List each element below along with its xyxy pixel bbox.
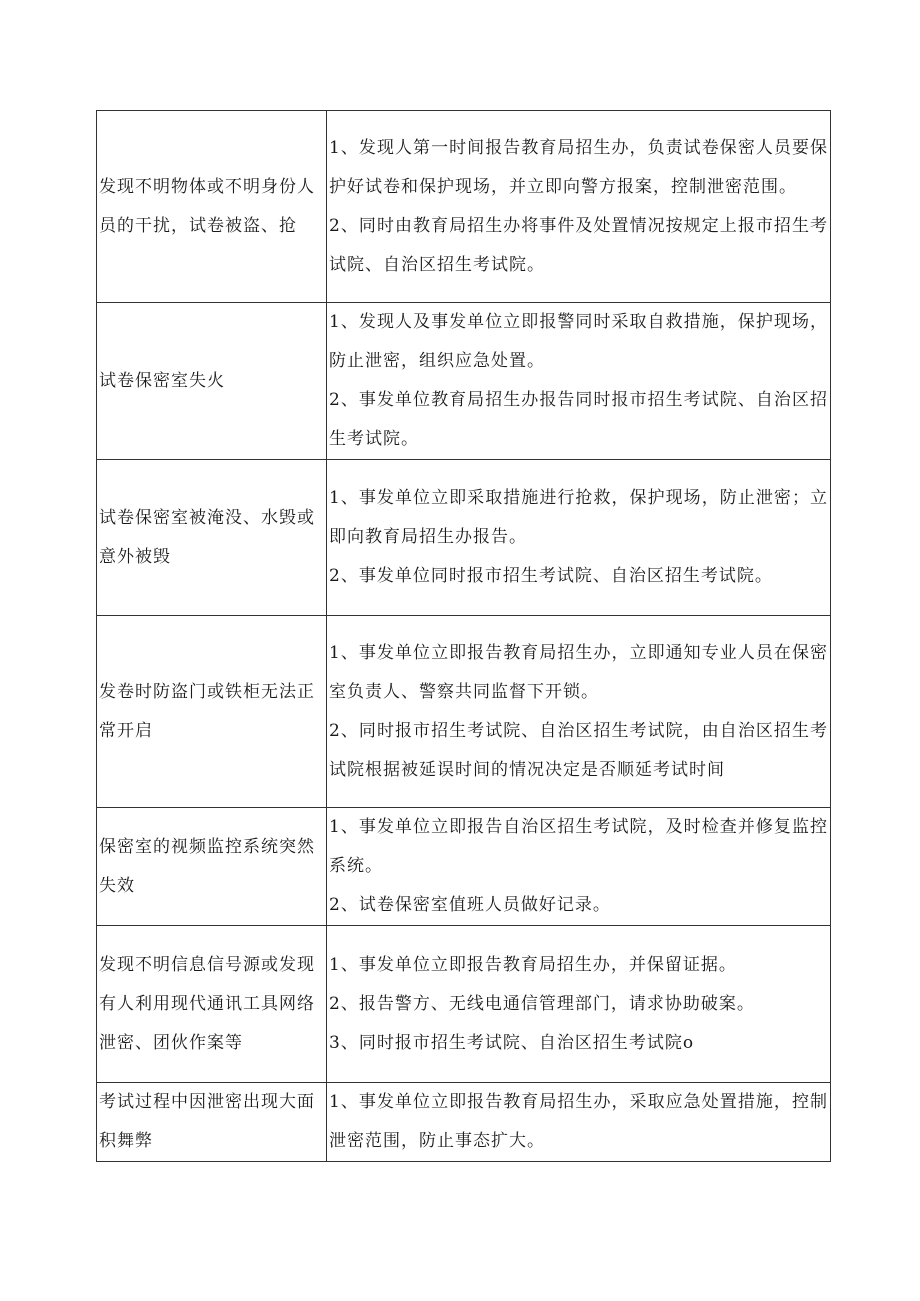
incident-cell: 发现不明物体或不明身份人员的干扰，试卷被盗、抢	[97, 111, 327, 303]
table-row	[97, 808, 831, 926]
measures-cell	[327, 926, 831, 1083]
measure-item: 1、事发单位立即报告教育局招生办，采取应急处置措施，控制泄密范围，防止事态扩大。	[329, 1092, 828, 1151]
emergency-response-table	[96, 110, 831, 1162]
table-row	[97, 616, 831, 808]
measure-item: 2、事发单位教育局招生办报告同时报市招生考试院、自治区招生考试院。	[329, 390, 828, 449]
measure-item: 2、同时报市招生考试院、自治区招生考试院，由自治区招生考试院根据被延误时间的情况决定是否顺延考试时间	[329, 720, 828, 780]
measure-item: 2、报告警方、无线电通信管理部门，请求协助破案。	[329, 993, 755, 1014]
table-row	[97, 1083, 831, 1162]
measure-item: 1、事发单位立即采取措施进行抢救，保护现场，防止泄密；立即向教育局招生办报告。	[329, 488, 828, 547]
incident-cell: 发现不明信息信号源或发现有人利用现代通讯工具网络泄密、团伙作案等	[97, 926, 327, 1083]
incident-cell: 发卷时防盗门或铁柜无法正常开启	[97, 616, 327, 808]
measure-item: 1、发现人及事发单位立即报警同时采取自救措施，保护现场，防止泄密，组织应急处置。	[329, 312, 828, 371]
measure-item: 2、同时由教育局招生办将事件及处置情况按规定上报市招生考试院、自治区招生考试院。	[329, 215, 828, 275]
table-row	[97, 303, 831, 460]
measures-cell	[327, 616, 831, 808]
table-row	[97, 926, 831, 1083]
measure-item: 3、同时报市招生考试院、自治区招生考试院o	[329, 1032, 695, 1053]
measures-cell	[327, 1083, 831, 1162]
measure-item: 2、事发单位同时报市招生考试院、自治区招生考试院。	[329, 566, 773, 586]
incident-cell: 保密室的视频监控系统突然失效	[97, 808, 327, 926]
measures-cell	[327, 111, 831, 303]
incident-cell: 试卷保密室被淹没、水毁或意外被毁	[97, 460, 327, 616]
measure-item: 2、试卷保密室值班人员做好记录。	[329, 895, 611, 915]
incident-cell: 考试过程中因泄密出现大面积舞弊	[97, 1083, 327, 1162]
measure-item: 1、事发单位立即报告教育局招生办，立即通知专业人员在保密室负责人、警察共同监督下开锁。	[329, 642, 828, 702]
table-row	[97, 460, 831, 616]
measure-item: 1、事发单位立即报告自治区招生考试院，及时检查并修复监控系统。	[329, 817, 828, 876]
measure-item: 1、发现人第一时间报告教育局招生办，负责试卷保密人员要保护好试卷和保护现场，并立即向警方报案，控制泄密范围。	[329, 137, 828, 197]
incident-cell: 试卷保密室失火	[97, 303, 327, 460]
measures-cell	[327, 460, 831, 616]
table-row	[97, 111, 831, 303]
measures-cell	[327, 303, 831, 460]
measure-item: 1、事发单位立即报告教育局招生办，并保留证据。	[329, 954, 737, 975]
measures-cell	[327, 808, 831, 926]
